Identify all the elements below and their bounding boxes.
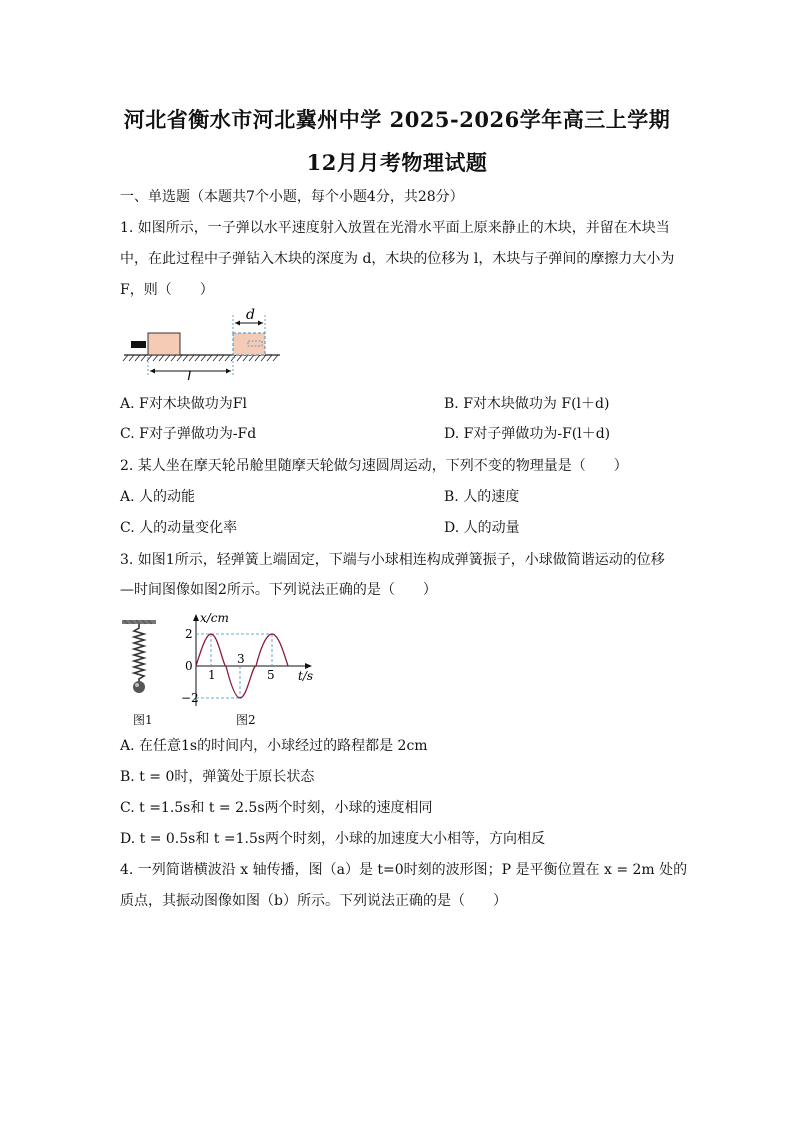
label-d: d [246, 307, 255, 323]
q3-option-a[interactable]: A. 在任意1s的时间内，小球经过的路程都是 2cm [120, 738, 428, 754]
y-axis-label: x/cm [200, 611, 229, 625]
exam-title-line1: 河北省衡水市河北冀州中学 2025-2026学年高三上学期 [123, 107, 671, 132]
block-initial [148, 333, 180, 355]
q2-text-line1: 2. 某人坐在摩天轮吊舱里随摩天轮做匀速圆周运动，下列不变的物理量是（ ） [120, 458, 628, 474]
block-final [233, 333, 265, 355]
q1-bullet-block-figure [120, 305, 285, 380]
x-tick-3: 3 [237, 652, 245, 666]
q2-option-d[interactable]: D. 人的动量 [444, 520, 520, 536]
x-axis-label: t/s [298, 669, 314, 683]
q3-option-d[interactable]: D. t = 0.5s和 t =1.5s两个时刻，小球的加速度大小相等，方向相反 [120, 831, 546, 847]
q2-option-b[interactable]: B. 人的速度 [444, 489, 520, 505]
fig2-caption: 图2 [236, 713, 256, 727]
x-tick-5: 5 [267, 668, 275, 682]
label-l: l [187, 369, 192, 380]
fig1-caption: 图1 [133, 713, 153, 727]
bullet-shape [131, 341, 146, 348]
q1-option-b[interactable]: B. F对木块做功为 F(l＋d) [444, 396, 610, 412]
y-tick-0: 0 [185, 659, 193, 673]
y-tick-2: 2 [185, 627, 193, 641]
q1-option-d[interactable]: D. F对子弹做功为-F(l＋d) [444, 426, 611, 442]
q4-text-line1: 4. 一列简谐横波沿 x 轴传播，图（a）是 t=0时刻的波形图；P 是平衡位置在 x = 2m 处的 [120, 862, 688, 878]
q1-option-c[interactable]: C. F对子弹做功为-Fd [120, 426, 257, 442]
section-heading: 一、单选题（本题共7个小题，每个小题4分，共28分） [120, 189, 464, 205]
y-tick-neg2: −2 [181, 691, 199, 705]
q1-option-a[interactable]: A. F对木块做功为Fl [120, 396, 247, 412]
q3-xt-graph [180, 610, 320, 710]
q3-text-line2: —时间图像如图2所示。下列说法正确的是（ ） [120, 582, 437, 598]
q3-option-c[interactable]: C. t =1.5s和 t = 2.5s两个时刻，小球的速度相同 [120, 800, 433, 816]
exam-title-line2: 12月月考物理试题 [306, 150, 488, 175]
x-tick-1: 1 [208, 668, 216, 682]
q2-option-a[interactable]: A. 人的动能 [120, 489, 196, 505]
q4-text-line2: 质点，其振动图像如图（b）所示。下列说法正确的是（ ） [120, 893, 507, 909]
q3-option-b[interactable]: B. t = 0时，弹簧处于原长状态 [120, 769, 315, 785]
q3-text-line1: 3. 如图1所示，轻弹簧上端固定，下端与小球相连构成弹簧振子，小球做简谐运动的位移 [120, 552, 665, 568]
q2-option-c[interactable]: C. 人的动量变化率 [120, 520, 238, 536]
spring-ball [133, 681, 145, 693]
q1-text-line2: 中，在此过程中子弹钻入木块的深度为 d，木块的位移为 l，木块与子弹间的摩擦力大小为 [120, 251, 675, 267]
q1-text-line3: F，则（ ） [120, 282, 214, 298]
q3-spring-figure [118, 618, 163, 698]
q1-text-line1: 1. 如图所示，一子弹以水平速度射入放置在光滑水平面上原来静止的木块，并留在木块当 [120, 220, 670, 236]
